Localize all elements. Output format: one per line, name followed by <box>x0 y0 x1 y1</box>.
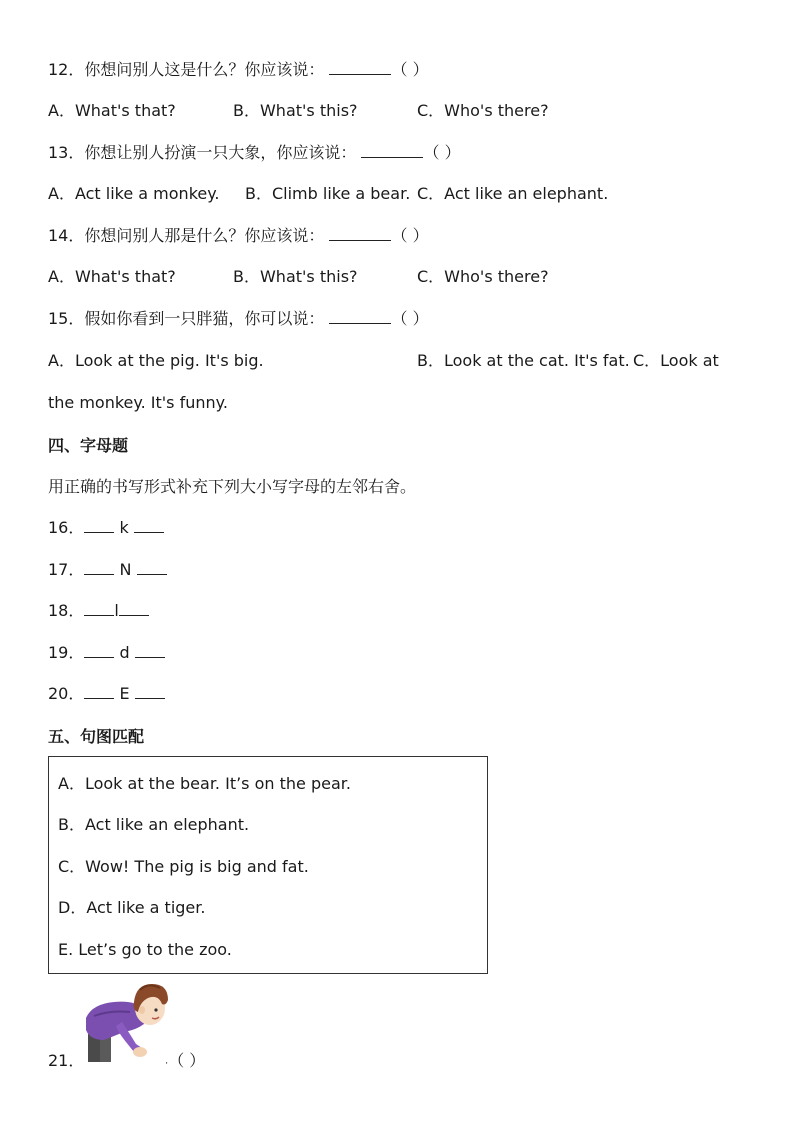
left-blank[interactable] <box>84 643 114 658</box>
sentence-a: A．Look at the bear. It’s on the pear. <box>58 774 351 793</box>
right-blank[interactable] <box>134 518 164 533</box>
question-number: 19． <box>48 643 85 662</box>
option-a[interactable]: A．Act like a monkey. <box>48 184 220 203</box>
question-number: 18． <box>48 601 85 620</box>
question-12-options <box>48 100 768 122</box>
question-number: 12． <box>48 60 85 79</box>
given-letter: d <box>119 643 130 662</box>
sentence-box <box>48 756 488 974</box>
question-text: 假如你看到一只胖猫，你可以说： <box>84 309 325 328</box>
section-4-instruction: 用正确的书写形式补充下列大小写字母的左邻右舍。 <box>48 477 417 496</box>
question-number: 17． <box>48 560 85 579</box>
section-4-title: 四、字母题 <box>48 436 129 455</box>
answer-paren[interactable]: （ ） <box>168 1051 206 1070</box>
sentence-d: D．Act like a tiger. <box>58 898 206 917</box>
question-number: 16． <box>48 518 85 537</box>
question-15 <box>48 308 429 330</box>
question-text: 你想让别人扮演一只大象，你应该说： <box>84 143 357 162</box>
question-number: 15． <box>48 309 85 328</box>
sentence-e: E. Let’s go to the zoo. <box>58 940 232 959</box>
letter-question-17 <box>48 559 167 581</box>
right-blank[interactable] <box>135 643 165 658</box>
answer-paren[interactable]: （ ） <box>391 60 429 79</box>
left-blank[interactable] <box>84 560 114 575</box>
answer-blank[interactable] <box>329 60 391 75</box>
answer-blank[interactable] <box>361 143 423 158</box>
question-number: 21． <box>48 1051 85 1070</box>
given-letter: k <box>119 518 129 537</box>
section-5-title: 五、句图匹配 <box>48 727 145 746</box>
letter-question-16 <box>48 517 164 539</box>
given-letter: E <box>119 684 130 703</box>
option-a[interactable]: A．Look at the pig. It's big. <box>48 351 264 370</box>
option-b[interactable]: B．Climb like a bear. <box>245 184 411 203</box>
question-21 <box>48 1050 84 1072</box>
question-text: 你想问别人这是什么？你应该说： <box>84 60 325 79</box>
question-14-options <box>48 266 768 288</box>
given-letter: l <box>114 601 119 620</box>
option-c[interactable]: C．Who's there? <box>417 101 549 120</box>
letter-question-19 <box>48 642 165 664</box>
right-blank[interactable] <box>135 684 165 699</box>
boy-bending-icon <box>84 982 170 1066</box>
letter-question-18 <box>48 600 149 622</box>
option-a[interactable]: A．What's that? <box>48 267 176 286</box>
option-b[interactable]: B．What's this? <box>233 267 358 286</box>
question-number: 14． <box>48 226 85 245</box>
answer-paren[interactable]: （ ） <box>391 226 429 245</box>
right-blank[interactable] <box>137 560 167 575</box>
question-13 <box>48 142 461 164</box>
option-c[interactable]: C．Act like an elephant. <box>417 184 609 203</box>
question-15-options <box>48 350 748 372</box>
option-c-continued: the monkey. It's funny. <box>48 393 228 412</box>
answer-paren[interactable]: （ ） <box>423 143 461 162</box>
option-a[interactable]: A．What's that? <box>48 101 176 120</box>
left-blank[interactable] <box>84 601 114 616</box>
given-letter: N <box>119 560 132 579</box>
letter-question-20 <box>48 683 165 705</box>
question-text: 你想问别人那是什么？你应该说： <box>84 226 325 245</box>
option-c[interactable]: C．Look at <box>633 351 719 370</box>
sentence-c: C．Wow! The pig is big and fat. <box>58 857 309 876</box>
answer-paren[interactable]: （ ） <box>391 309 429 328</box>
option-c[interactable]: C．Who's there? <box>417 267 549 286</box>
answer-blank[interactable] <box>329 309 391 324</box>
question-12 <box>48 59 429 81</box>
sentence-b: B．Act like an elephant. <box>58 815 250 834</box>
answer-blank[interactable] <box>329 226 391 241</box>
question-number: 13． <box>48 143 85 162</box>
question-14 <box>48 225 429 247</box>
question-number: 20． <box>48 684 85 703</box>
left-blank[interactable] <box>84 518 114 533</box>
question-13-options <box>48 183 768 205</box>
right-blank[interactable] <box>119 601 149 616</box>
option-b[interactable]: B．Look at the cat. It's fat. <box>417 351 630 370</box>
option-b[interactable]: B．What's this? <box>233 101 358 120</box>
left-blank[interactable] <box>84 684 114 699</box>
question-21-answer[interactable]: .（ ） <box>165 1051 206 1070</box>
